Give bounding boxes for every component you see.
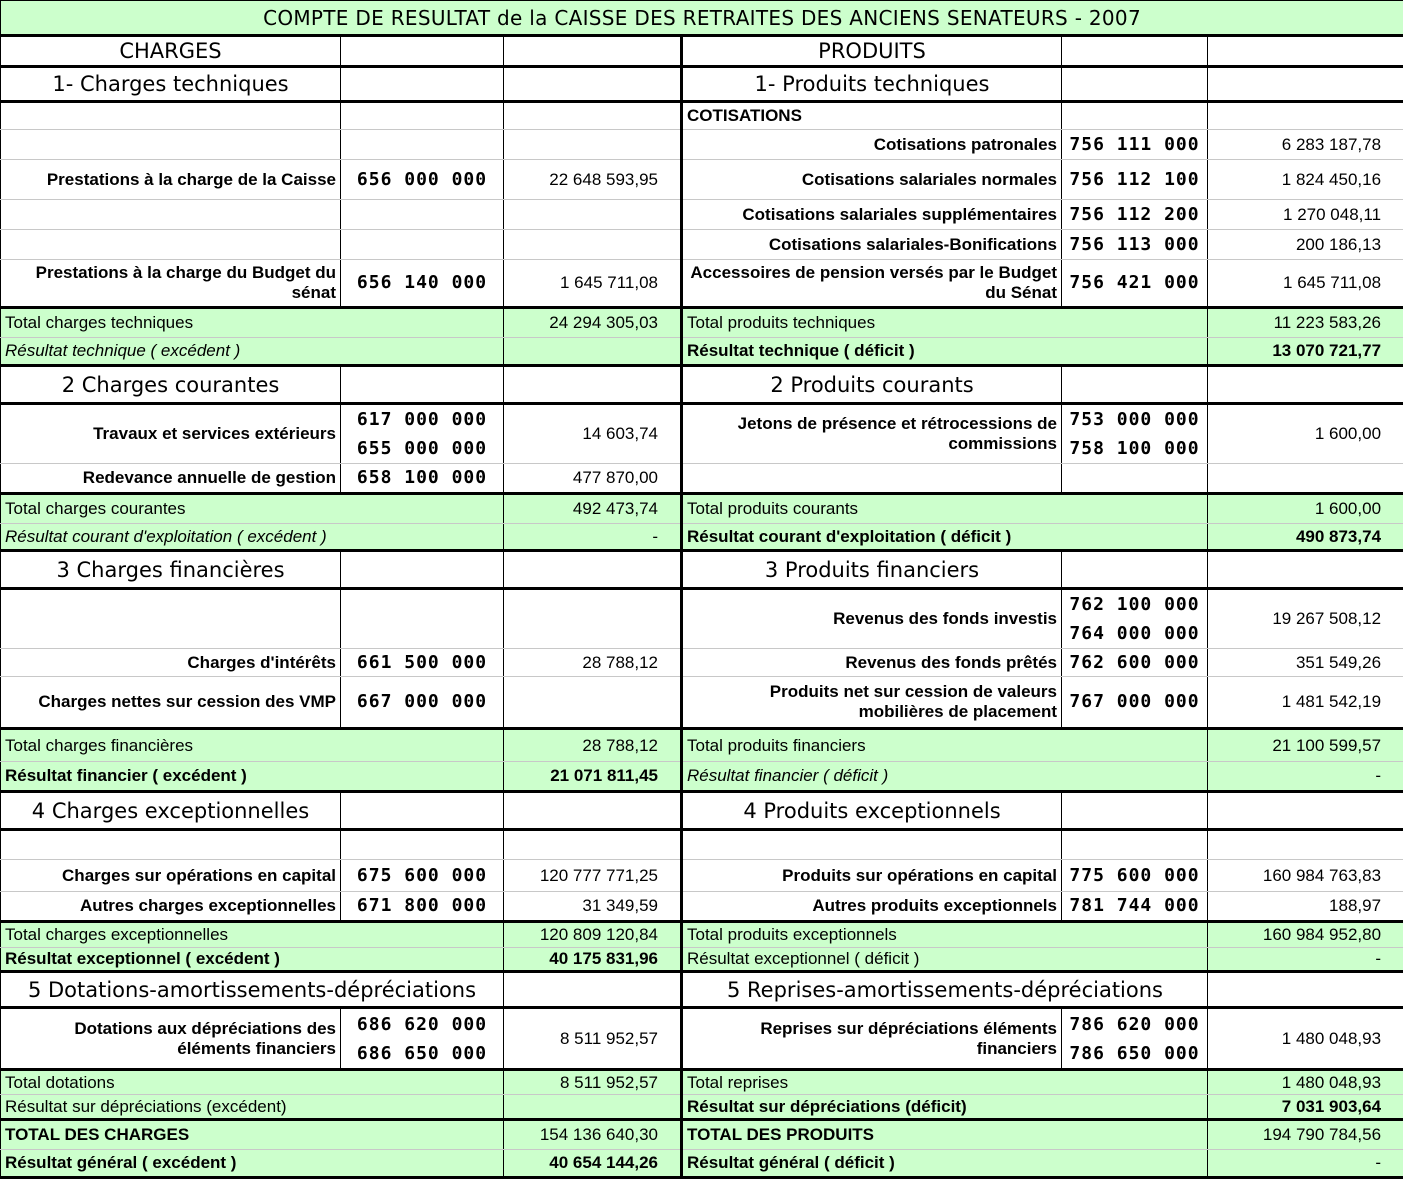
amount: 200 186,13 xyxy=(1208,230,1403,260)
total-amount: 492 473,74 xyxy=(504,494,682,524)
line-label: Revenus des fonds prêtés xyxy=(682,649,1062,677)
grand-total-amount: 194 790 784,56 xyxy=(1208,1120,1403,1150)
account-codes: 786 620 000 786 650 000 xyxy=(1062,1008,1208,1070)
account-code: 667 000 000 xyxy=(341,677,504,729)
result-label: Résultat sur dépréciations (excédent) xyxy=(1,1095,504,1120)
line-label: Dotations aux dépréciations des éléments financiers xyxy=(1,1008,341,1070)
account-code: 675 600 000 xyxy=(341,860,504,892)
account-code: 767 000 000 xyxy=(1062,677,1208,729)
result-label: Résultat courant d'exploitation ( déficit ) xyxy=(682,524,1208,551)
line-label: Cotisations salariales-Bonifications xyxy=(682,230,1062,260)
line-label: Autres produits exceptionnels xyxy=(682,892,1062,922)
result-amount: 13 070 721,77 xyxy=(1208,338,1403,366)
account-code: 656 000 000 xyxy=(341,160,504,200)
total-amount: 120 809 120,84 xyxy=(504,922,682,948)
result-label: Résultat financier ( excédent ) xyxy=(1,762,504,792)
total-amount: 28 788,12 xyxy=(504,729,682,762)
result-label: Résultat exceptionnel ( déficit ) xyxy=(682,948,1208,972)
line-label: Produits sur opérations en capital xyxy=(682,860,1062,892)
amount: 1 480 048,93 xyxy=(1208,1008,1403,1070)
amount: 351 549,26 xyxy=(1208,649,1403,677)
line-label: Prestations à la charge du Budget du sénat xyxy=(1,260,341,308)
account-codes: 762 100 000 764 000 000 xyxy=(1062,589,1208,649)
result-amount: 490 873,74 xyxy=(1208,524,1403,551)
account-codes: 617 000 000 655 000 000 xyxy=(341,404,504,464)
total-label: Total produits financiers xyxy=(682,729,1208,762)
account-code: 775 600 000 xyxy=(1062,860,1208,892)
result-amount xyxy=(504,1095,682,1120)
account-code: 762 600 000 xyxy=(1062,649,1208,677)
amount: 6 283 187,78 xyxy=(1208,130,1403,160)
amount: 1 600,00 xyxy=(1208,404,1403,464)
amount: 1 824 450,16 xyxy=(1208,160,1403,200)
line-label: Jetons de présence et rétrocessions de commissions xyxy=(682,404,1062,464)
amount: 120 777 771,25 xyxy=(504,860,682,892)
result-amount: 7 031 903,64 xyxy=(1208,1095,1403,1120)
result-label: Résultat courant d'exploitation ( excédent ) xyxy=(1,524,504,551)
total-amount: 1 480 048,93 xyxy=(1208,1070,1403,1095)
line-label: Accessoires de pension versés par le Budget du Sénat xyxy=(682,260,1062,308)
amount: 1 645 711,08 xyxy=(1208,260,1403,308)
total-amount: 160 984 952,80 xyxy=(1208,922,1403,948)
amount: 477 870,00 xyxy=(504,464,682,494)
result-amount xyxy=(504,338,682,366)
line-label: Autres charges exceptionnelles xyxy=(1,892,341,922)
account-code: 756 111 000 xyxy=(1062,130,1208,160)
line-label: Travaux et services extérieurs xyxy=(1,404,341,464)
general-result-amount: 40 654 144,26 xyxy=(504,1150,682,1178)
amount: 188,97 xyxy=(1208,892,1403,922)
total-amount: 24 294 305,03 xyxy=(504,308,682,338)
result-amount: - xyxy=(1208,762,1403,792)
line-label: Cotisations patronales xyxy=(682,130,1062,160)
result-label: Résultat technique ( déficit ) xyxy=(682,338,1208,366)
total-label: Total charges courantes xyxy=(1,494,504,524)
total-amount: 8 511 952,57 xyxy=(504,1070,682,1095)
result-label: Résultat technique ( excédent ) xyxy=(1,338,504,366)
amount: 1 645 711,08 xyxy=(504,260,682,308)
line-label: Prestations à la charge de la Caisse xyxy=(1,160,341,200)
result-amount: 21 071 811,45 xyxy=(504,762,682,792)
line-label: Charges nettes sur cession des VMP xyxy=(1,677,341,729)
total-label: Total charges financières xyxy=(1,729,504,762)
account-code: 661 500 000 xyxy=(341,649,504,677)
amount: 19 267 508,12 xyxy=(1208,589,1403,649)
grand-total-label: TOTAL DES PRODUITS xyxy=(682,1120,1208,1150)
amount: 31 349,59 xyxy=(504,892,682,922)
amount xyxy=(504,677,682,729)
line-label: Reprises sur dépréciations éléments financiers xyxy=(682,1008,1062,1070)
section-title-charges-courantes: 2 Charges courantes xyxy=(1,366,341,404)
line-label: Cotisations salariales normales xyxy=(682,160,1062,200)
result-label: Résultat financier ( déficit ) xyxy=(682,762,1208,792)
section-title-produits-financiers: 3 Produits financiers xyxy=(682,551,1062,589)
result-amount: - xyxy=(1208,948,1403,972)
amount: 14 603,74 xyxy=(504,404,682,464)
line-label: Produits net sur cession de valeurs mobilières de placement xyxy=(682,677,1062,729)
general-result-amount: - xyxy=(1208,1150,1403,1178)
account-code: 671 800 000 xyxy=(341,892,504,922)
result-amount: - xyxy=(504,524,682,551)
account-codes: 753 000 000 758 100 000 xyxy=(1062,404,1208,464)
total-amount: 11 223 583,26 xyxy=(1208,308,1403,338)
total-label: Total produits techniques xyxy=(682,308,1208,338)
charges-header: CHARGES xyxy=(1,36,341,67)
grand-total-label: TOTAL DES CHARGES xyxy=(1,1120,504,1150)
section-title-produits-exceptionnels: 4 Produits exceptionnels xyxy=(682,792,1062,830)
amount: 8 511 952,57 xyxy=(504,1008,682,1070)
page-title: COMPTE DE RESULTAT de la CAISSE DES RETRAITES DES ANCIENS SENATEURS - 2007 xyxy=(1,1,1403,36)
section-title-charges-techniques: 1- Charges techniques xyxy=(1,67,341,102)
grand-total-amount: 154 136 640,30 xyxy=(504,1120,682,1150)
account-codes: 686 620 000 686 650 000 xyxy=(341,1008,504,1070)
amount: 1 270 048,11 xyxy=(1208,200,1403,230)
account-code: 756 421 000 xyxy=(1062,260,1208,308)
amount: 1 481 542,19 xyxy=(1208,677,1403,729)
account-code: 756 112 100 xyxy=(1062,160,1208,200)
line-label: Cotisations salariales supplémentaires xyxy=(682,200,1062,230)
section-title-charges-exceptionnelles: 4 Charges exceptionnelles xyxy=(1,792,341,830)
account-code: 756 113 000 xyxy=(1062,230,1208,260)
section-title-dotations: 5 Dotations-amortissements-dépréciations xyxy=(1,972,504,1008)
total-label: Total dotations xyxy=(1,1070,504,1095)
line-label: Charges sur opérations en capital xyxy=(1,860,341,892)
line-label: Redevance annuelle de gestion xyxy=(1,464,341,494)
total-label: Total produits exceptionnels xyxy=(682,922,1208,948)
line-label: Charges d'intérêts xyxy=(1,649,341,677)
total-label: Total charges techniques xyxy=(1,308,504,338)
amount: 22 648 593,95 xyxy=(504,160,682,200)
cotisations-subheading: COTISATIONS xyxy=(682,102,1062,130)
total-amount: 1 600,00 xyxy=(1208,494,1403,524)
total-amount: 21 100 599,57 xyxy=(1208,729,1403,762)
total-label: Total charges exceptionnelles xyxy=(1,922,504,948)
line-label: Revenus des fonds investis xyxy=(682,589,1062,649)
general-result-label: Résultat général ( excédent ) xyxy=(1,1150,504,1178)
section-title-produits-courants: 2 Produits courants xyxy=(682,366,1062,404)
section-title-reprises: 5 Reprises-amortissements-dépréciations xyxy=(682,972,1208,1008)
account-code: 658 100 000 xyxy=(341,464,504,494)
total-label: Total produits courants xyxy=(682,494,1208,524)
general-result-label: Résultat général ( déficit ) xyxy=(682,1150,1208,1178)
amount: 160 984 763,83 xyxy=(1208,860,1403,892)
result-label: Résultat exceptionnel ( excédent ) xyxy=(1,948,504,972)
result-label: Résultat sur dépréciations (déficit) xyxy=(682,1095,1208,1120)
account-code: 656 140 000 xyxy=(341,260,504,308)
section-title-charges-financieres: 3 Charges financières xyxy=(1,551,341,589)
amount: 28 788,12 xyxy=(504,649,682,677)
account-code: 781 744 000 xyxy=(1062,892,1208,922)
result-amount: 40 175 831,96 xyxy=(504,948,682,972)
total-label: Total reprises xyxy=(682,1070,1208,1095)
produits-header: PRODUITS xyxy=(682,36,1062,67)
account-code: 756 112 200 xyxy=(1062,200,1208,230)
section-title-produits-techniques: 1- Produits techniques xyxy=(682,67,1062,102)
